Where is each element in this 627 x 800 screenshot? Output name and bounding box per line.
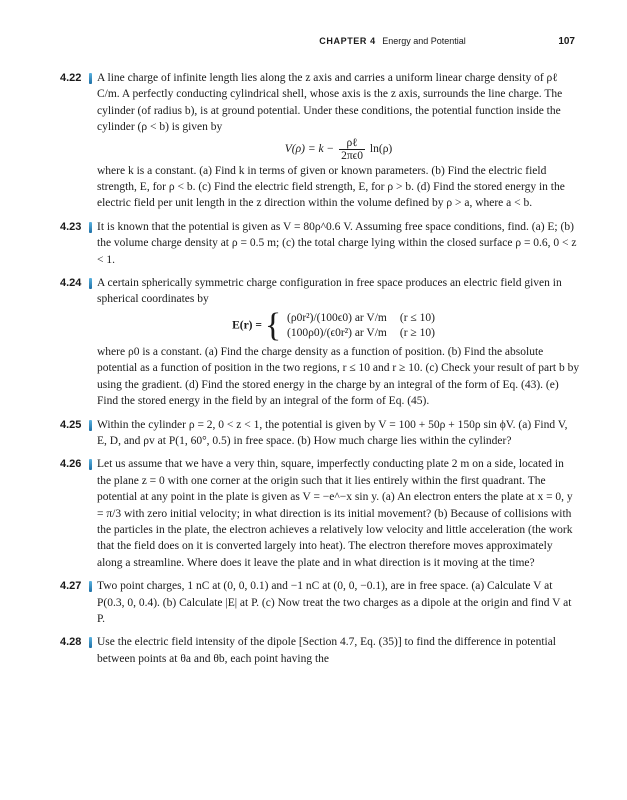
problem-marker-icon xyxy=(89,222,92,233)
problem-number: 4.23 xyxy=(60,220,82,233)
problem-marker-icon xyxy=(89,581,92,592)
problem-marker-icon xyxy=(89,459,92,470)
problem-4-24 xyxy=(60,275,580,409)
problem-number: 4.27 xyxy=(60,580,82,593)
field-equation: E(r) = { (ρ0r²)/(100ϵ0) ar V/m (r ≤ 10) (100ρ0)/(ϵ0r²) ar V/m (r ≥ 10) xyxy=(97,309,580,343)
problem-number: 4.22 xyxy=(60,72,82,84)
problem-number: 4.24 xyxy=(60,277,82,290)
problem-marker-icon xyxy=(89,637,92,648)
problem-text: A line charge of infinite length lies along the z axis and carries a uniform linear charge density of ρℓ C/m. A perfectly conducting cylindrical shell, whose axis is the z axis, surrounds the line charge. The cylinder (of radius b), is at ground potential. Under these conditions, the potential function inside the cylinder (ρ < b) is given by xyxy=(97,72,563,134)
problem-4-27 xyxy=(60,578,580,627)
chapter-title: Energy and Potential xyxy=(382,36,466,46)
brace-glyph: { xyxy=(264,306,282,344)
problem-4-25 xyxy=(60,417,580,450)
fraction: $\frac{\text{ρℓ}}{2\pi\epsilon 0}$ xyxy=(341,136,364,162)
problem-text: Within the cylinder ρ = 2, 0 < z < 1, the potential is given by V = 100 + 50ρ + 150ρ sin ϕV. (a) Find V, E, D, and ρv at P(1, 60°, 0.5) in free space. (b) How much charge lies within the cylinder? xyxy=(97,418,568,447)
problem-number: 4.28 xyxy=(60,636,82,649)
case-row: (100ρ0)/(ϵ0r²) ar V/m (r ≥ 10) xyxy=(287,326,435,339)
problem-4-26 xyxy=(60,456,580,571)
page-number: 107 xyxy=(558,36,575,47)
problem-text: It is known that the potential is given as V = 80ρ^0.6 V. Assuming free space conditions, find. (a) E; (b) the volume charge density at ρ = 0.5 m; (c) the total charge lying within the closed surface ρ = 0.6, 0 < z < 1. xyxy=(97,220,577,266)
problem-number: 4.25 xyxy=(60,418,82,431)
problem-text: Two point charges, 1 nC at (0, 0, 0.1) and −1 nC at (0, 0, −0.1), are in free space. (a) Calculate V at P(0.3, 0, 0.4). (b) Calculate |E| at P. (c) Now treat the two charges as a dipole at the origin and find V at P. xyxy=(97,580,572,625)
piecewise-cases xyxy=(284,311,445,341)
problem-number: 4.26 xyxy=(60,458,82,471)
problem-marker-icon xyxy=(89,73,92,84)
problem-text: where k is a constant. (a) Find k in terms of given or known parameters. (b) Find the electric field strength, E, for ρ < b. (c) Find the electric field strength, E, for ρ > b. (d) Find the stored energy in the electric field per unit length in the z direction within the volume defined by ρ > a, where a < b. xyxy=(97,164,565,210)
problem-marker-icon xyxy=(89,420,92,431)
chapter-label: CHAPTER 4 xyxy=(319,36,376,46)
potential-equation: V(ρ) = k − $\frac{\text{ρℓ}}{2\pi\epsilon 0}$ ln(ρ) xyxy=(284,136,393,162)
case-row: (ρ0r²)/(100ϵ0) ar V/m (r ≤ 10) xyxy=(287,311,435,324)
problem-text: where ρ0 is a constant. (a) Find the charge density as a function of position. (b) Find the absolute potential as a function of position in the two regions, r ≤ 10 and r ≥ 10. (c) Check your result of part b by using the gradient. (d) Find the stored energy in the charge by an integral of the form of Eq. (43). (e) Find the stored energy in the field by an integral of the form of Eq. (45). xyxy=(97,345,580,408)
problem-4-23 xyxy=(60,219,580,268)
problem-text: Use the electric field intensity of the dipole [Section 4.7, Eq. (35)] to find the difference in potential between points at θa and θb, each point having the xyxy=(97,636,557,665)
problem-4-28 xyxy=(60,634,580,667)
problem-text: A certain spherically symmetric charge configuration in free space produces an electric field given in spherical coordinates by xyxy=(97,277,562,306)
problem-4-22 xyxy=(60,70,580,212)
problem-list xyxy=(60,70,580,674)
page-header xyxy=(319,36,575,47)
problem-text: Let us assume that we have a very thin, square, imperfectly conducting plate 2 m on a side, located in the plane z = 0 with one corner at the origin such that it lies entirely within the first quadrant. The potential at any point in the plate is given as V = −e^−x sin y. (a) An electron enters the plate at x = 0, y = π/3 with zero initial velocity; in what direction is its initial movement? (b) Because of collisions with the particles in the plate, the electron achieves a relatively low velocity and little acceleration (the work that the field does on it is converted largely into heat). The electron therefore moves approximately along a streamline. Where does it leave the plate and in what direction is it moving at the time? xyxy=(97,458,573,569)
problem-marker-icon xyxy=(89,278,92,289)
